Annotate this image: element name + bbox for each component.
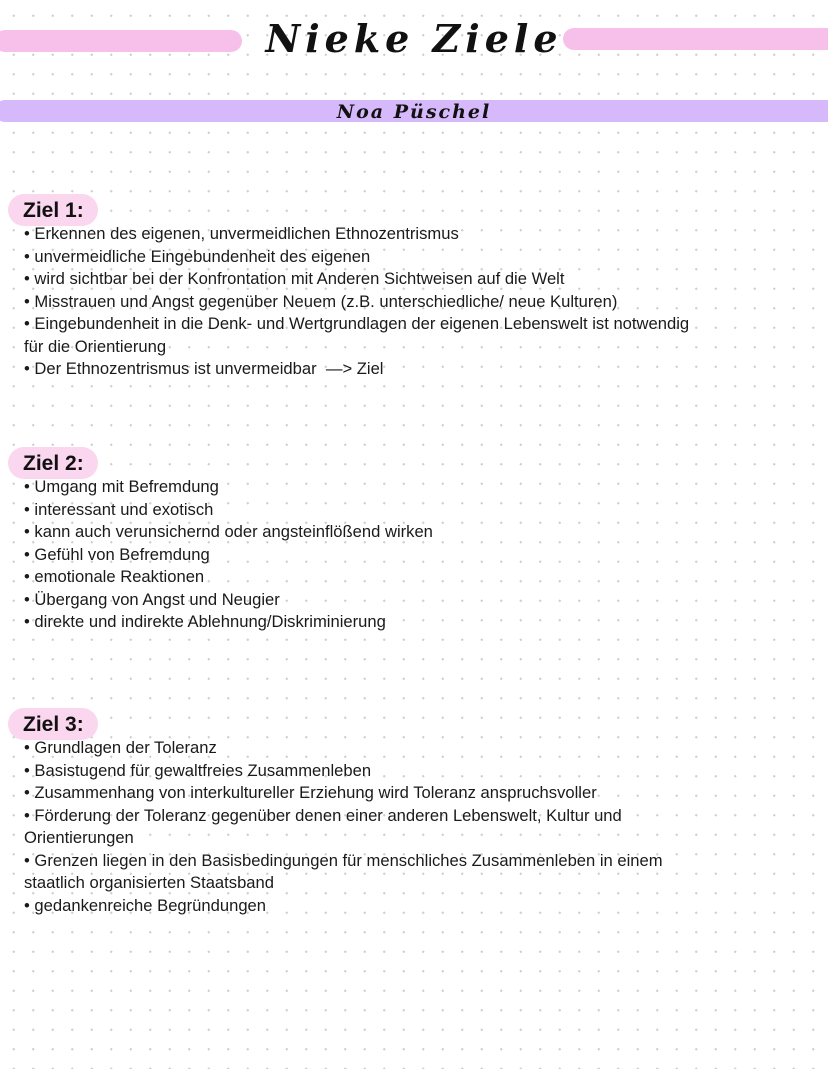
bullet-list (24, 223, 814, 381)
list-item: • emotionale Reaktionen (24, 567, 205, 586)
list-item: • Gefühl von Befremdung (24, 544, 210, 564)
list-item: • Förderung der Toleranz gegenüber denen einer anderen Lebenswelt, Kultur und Orientierungen (24, 805, 622, 847)
section-heading: Ziel 3: (8, 708, 98, 740)
section-heading: Ziel 2: (8, 447, 98, 479)
list-item: • Der Ethnozentrismus ist unvermeidbar —> Ziel (24, 359, 384, 378)
list-item: • Grenzen liegen in den Basisbedingungen für menschliches Zusammenleben in einem staatlich organisierten Staatsband (24, 850, 663, 892)
list-item: • interessant und exotisch (24, 499, 214, 519)
page-title: Nieke Ziele (265, 16, 563, 61)
list-item: • kann auch verunsichernd oder angsteinflößend wirken (24, 522, 433, 541)
list-item: • direkte und indirekte Ablehnung/Diskriminierung (24, 612, 386, 631)
bullet-list (24, 476, 814, 634)
list-item: • Übergang von Angst und Neugier (24, 589, 280, 609)
list-item: • Misstrauen und Angst gegenüber Neuem (z.B. unterschiedliche/ neue Kulturen) (24, 291, 618, 311)
list-item: • wird sichtbar bei der Konfrontation mit Anderen Sichtweisen auf die Welt (24, 269, 565, 288)
list-item: • Eingebundenheit in die Denk- und Wertgrundlagen der eigenen Lebenswelt ist notwendig für die Orientierung (24, 314, 690, 356)
bullet-list (24, 737, 814, 917)
list-item: • gedankenreiche Begründungen (24, 895, 267, 915)
author-name: Noa Püschel (336, 101, 492, 123)
title-banner (0, 0, 828, 80)
list-item: • Zusammenhang von interkultureller Erziehung wird Toleranz anspruchsvoller (24, 783, 597, 802)
list-item: • Umgang mit Befremdung (24, 477, 219, 496)
list-item: • Erkennen des eigenen, unvermeidlichen Ethnozentrismus (24, 224, 459, 243)
list-item: • Basistugend für gewaltfreies Zusammenleben (24, 760, 372, 780)
list-item: • Grundlagen der Toleranz (24, 738, 217, 757)
section-heading: Ziel 1: (8, 194, 98, 226)
list-item: • unvermeidliche Eingebundenheit des eigenen (24, 246, 371, 266)
